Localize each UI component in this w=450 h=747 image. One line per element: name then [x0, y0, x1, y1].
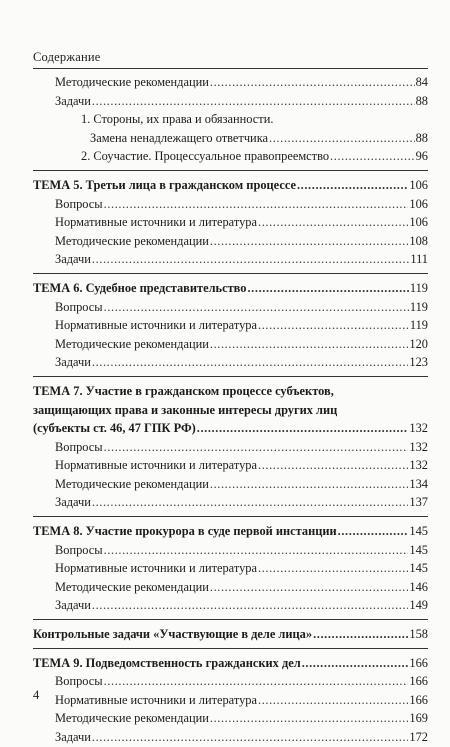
- toc-theme-entry: [33, 176, 428, 195]
- toc-entry: [33, 578, 428, 597]
- dot-leader: [104, 541, 409, 560]
- toc-entry-title: Задачи: [55, 355, 91, 370]
- toc-entry-page: 88: [415, 93, 428, 108]
- toc-entry-title: Методические рекомендации: [55, 711, 209, 726]
- dot-leader: [338, 522, 409, 541]
- toc-entry-title: Вопросы: [55, 196, 103, 211]
- toc-entry: [33, 298, 428, 317]
- toc-entry: [33, 559, 428, 578]
- toc-entry-title: Методические рекомендации: [55, 579, 209, 594]
- toc-entry: [33, 129, 428, 148]
- toc-entry-page: 145: [409, 561, 428, 576]
- toc-entry-page: 166: [409, 692, 428, 707]
- dot-leader: [92, 92, 415, 111]
- dot-leader: [258, 691, 408, 710]
- toc-entry-title: Вопросы: [55, 542, 103, 557]
- dot-leader: [104, 298, 409, 317]
- toc-entry: [33, 353, 428, 372]
- toc-entry-page: 158: [409, 627, 428, 642]
- toc-entry-title: ТЕМА 6. Судебное представительство: [33, 280, 247, 295]
- toc-entry-title: Вопросы: [55, 439, 103, 454]
- toc-entry: [33, 195, 428, 214]
- dot-leader: [258, 213, 408, 232]
- toc-entry-page: 106: [409, 196, 428, 211]
- section-rule: [33, 273, 428, 274]
- toc-entry: [33, 438, 428, 457]
- toc-entry-page: 137: [409, 495, 428, 510]
- toc-entry: [33, 335, 428, 354]
- dot-leader: [92, 353, 409, 372]
- toc-entry-title: Вопросы: [55, 674, 103, 689]
- toc-entry: [33, 147, 428, 166]
- toc-entry-page: 146: [409, 579, 428, 594]
- dot-leader: [104, 672, 409, 691]
- toc-entry-page: 84: [415, 75, 428, 89]
- dot-leader: [104, 195, 409, 214]
- dot-leader: [269, 129, 415, 148]
- toc-entry-title: 2. Соучастие. Процессуальное правопреемство: [81, 149, 330, 164]
- toc-entry-title: Задачи: [55, 495, 91, 510]
- toc-entry-page: 108: [409, 233, 428, 248]
- toc-entry: [33, 316, 428, 335]
- toc-theme-entry: [33, 654, 428, 673]
- toc-entry-page: 119: [409, 280, 428, 295]
- toc-theme-entry: [33, 419, 428, 438]
- toc-entry: [33, 475, 428, 494]
- toc-theme-title-line: защищающих права и законные интересы других лиц: [33, 402, 338, 417]
- dot-leader: [297, 176, 408, 195]
- page-number: 4: [33, 688, 40, 702]
- toc-entry-page: 123: [409, 355, 428, 370]
- toc-entry-title: Контрольные задачи «Участвующие в деле лица»: [33, 627, 313, 642]
- toc-entry: [33, 728, 428, 747]
- dot-leader: [210, 335, 409, 354]
- toc-entry-page: 172: [409, 730, 428, 744]
- toc-entry-title: Нормативные источники и литература: [55, 458, 258, 473]
- dot-leader: [92, 596, 409, 615]
- toc-entry-page: 132: [409, 421, 428, 436]
- toc-entry-page: 88: [415, 130, 428, 145]
- toc-entry-title: Нормативные источники и литература: [55, 561, 258, 576]
- toc-entry-title: Вопросы: [55, 299, 103, 314]
- toc-entry-page: 145: [409, 542, 428, 557]
- toc-entry-title: Методические рекомендации: [55, 75, 209, 89]
- toc-entry-title: Нормативные источники и литература: [55, 318, 258, 333]
- toc-entry: [33, 709, 428, 728]
- toc-entry-page: 166: [409, 655, 428, 670]
- toc-entry-title: Задачи: [55, 252, 91, 267]
- toc-entry-page: 134: [409, 476, 428, 491]
- dot-leader: [197, 419, 409, 438]
- toc-theme-entry: [33, 522, 428, 541]
- toc-entry-page: 169: [409, 711, 428, 726]
- dot-leader: [210, 578, 409, 597]
- toc-theme-entry: [33, 625, 428, 644]
- toc-entry: [33, 250, 428, 269]
- dot-leader: [258, 316, 409, 335]
- toc-entry-title: Задачи: [55, 598, 91, 613]
- section-rule: [33, 619, 428, 620]
- dot-leader: [92, 493, 409, 512]
- section-rule: [33, 516, 428, 517]
- toc-entry-title: Замена ненадлежащего ответчика: [90, 130, 269, 145]
- toc-entry: [33, 232, 428, 251]
- toc-entry: [33, 541, 428, 560]
- toc-entry-page: 106: [409, 215, 428, 230]
- header-rule: [33, 68, 428, 69]
- dot-leader: [258, 559, 408, 578]
- toc-entry-title: ТЕМА 5. Третьи лица в гражданском процессе: [33, 177, 296, 192]
- dot-leader: [302, 654, 409, 673]
- dot-leader: [210, 709, 409, 728]
- toc-entry-page: 149: [409, 598, 428, 613]
- toc-entry: [33, 213, 428, 232]
- toc-entry-page: 119: [409, 318, 428, 333]
- toc-subsection-title: 1. Стороны, их права и обязанности.: [81, 112, 274, 127]
- toc-entry-title: Методические рекомендации: [55, 336, 209, 351]
- dot-leader: [92, 728, 409, 747]
- toc-entry-title: ТЕМА 8. Участие прокурора в суде первой инстанции: [33, 524, 337, 539]
- toc-entry-page: 106: [409, 177, 428, 192]
- dot-leader: [313, 625, 408, 644]
- toc-entry-page: 132: [409, 439, 428, 454]
- toc-entry-title: Методические рекомендации: [55, 233, 209, 248]
- dot-leader: [247, 279, 408, 298]
- toc-entry: [33, 596, 428, 615]
- toc-entry-title: Нормативные источники и литература: [55, 692, 258, 707]
- toc-entry-page: 119: [409, 299, 428, 314]
- toc-entry-page: 120: [409, 336, 428, 351]
- section-rule: [33, 376, 428, 377]
- running-header: Содержание: [33, 50, 101, 64]
- dot-leader: [210, 232, 409, 251]
- dot-leader: [104, 438, 409, 457]
- toc-entry: [33, 92, 428, 111]
- toc-entry-title: ТЕМА 9. Подведомственность гражданских дел: [33, 655, 301, 670]
- toc-entry-page: 132: [409, 458, 428, 473]
- toc-entry-page: 145: [409, 524, 428, 539]
- dot-leader: [92, 250, 409, 269]
- toc-entry-title: Методические рекомендации: [55, 476, 209, 491]
- section-rule: [33, 170, 428, 171]
- toc-entry: [33, 672, 428, 691]
- toc-entry: [33, 493, 428, 512]
- toc-entry-title: Задачи: [55, 93, 91, 108]
- dot-leader: [210, 73, 415, 92]
- toc-entry-page: 166: [409, 674, 428, 689]
- dot-leader: [210, 475, 409, 494]
- table-of-contents: [33, 73, 428, 747]
- toc-entry-page: 111: [410, 252, 428, 267]
- toc-entry: [33, 691, 428, 710]
- toc-theme-title-line: ТЕМА 7. Участие в гражданском процессе субъектов,: [33, 383, 334, 398]
- dot-leader: [330, 147, 415, 166]
- section-rule: [33, 648, 428, 649]
- toc-entry: [33, 456, 428, 475]
- toc-entry-title: Задачи: [55, 730, 91, 744]
- toc-entry-title: Нормативные источники и литература: [55, 215, 258, 230]
- toc-entry-page: 96: [415, 149, 428, 164]
- toc-entry: [33, 73, 428, 92]
- dot-leader: [258, 456, 408, 475]
- toc-entry-title: (субъекты ст. 46, 47 ГПК РФ): [33, 421, 196, 436]
- toc-theme-entry: [33, 279, 428, 298]
